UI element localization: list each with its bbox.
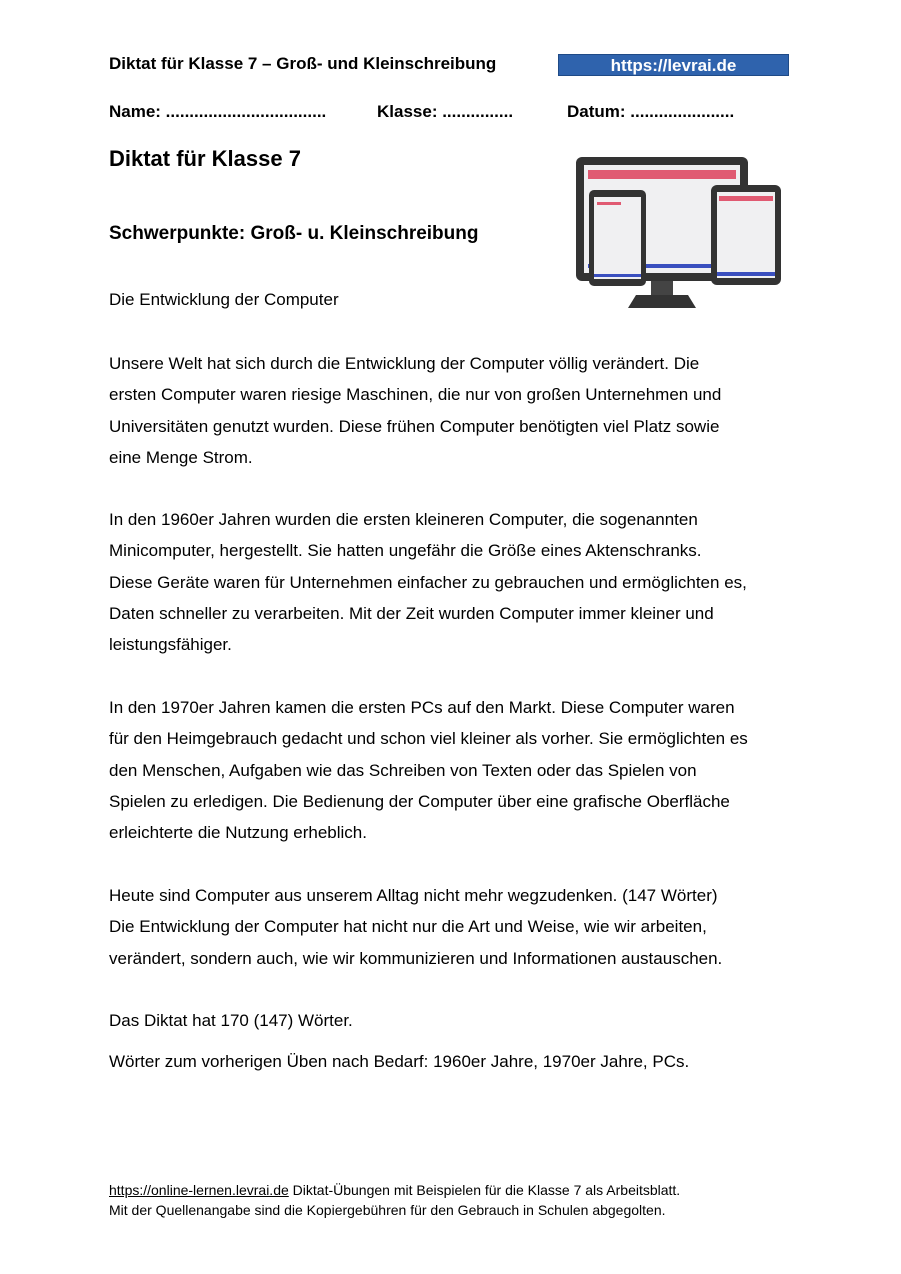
text-line: Universitäten genutzt wurden. Diese frühen Computer benötigten viel Platz sowie [109,416,720,436]
text-line: ersten Computer waren riesige Maschinen, die nur von großen Unternehmen und [109,385,722,405]
focus-heading: Schwerpunkte: Groß- u. Kleinschreibung [109,223,479,244]
header-title: Diktat für Klasse 7 – Groß- und Kleinschreibung [109,54,497,73]
practice-words-note: Wörter zum vorherigen Üben nach Bedarf: 1960er Jahre, 1970er Jahre, PCs. [109,1052,690,1071]
text-line: In den 1970er Jahren kamen die ersten PCs auf den Markt. Diese Computer waren [109,698,735,717]
text-line: eine Menge Strom. [109,447,253,467]
text-line: leistungsfähiger. [109,635,232,655]
text-line: Die Entwicklung der Computer hat nicht nur die Art und Weise, wie wir arbeiten, [109,917,707,937]
name-field-label: Name: .................................. [109,102,327,121]
text-line: Spielen zu erledigen. Die Bedienung der Computer über eine grafische Oberfläche [109,791,730,811]
paragraph-3 [109,692,809,848]
footer-line-1 [109,1182,680,1198]
paragraph-1 [109,348,809,473]
text-line: Diese Geräte waren für Unternehmen einfacher zu gebrauchen und ermöglichten es, [109,572,747,592]
footer-description: Diktat-Übungen mit Beispielen für die Klasse 7 als Arbeitsblatt. [288,1182,681,1198]
text-line: verändert, sondern auch, wie wir kommunizieren und Informationen austauschen. [109,948,723,968]
text-line: den Menschen, Aufgaben wie das Schreiben von Texten oder das Spielen von [109,760,697,780]
page-title: Diktat für Klasse 7 [109,146,301,171]
devices-icon [566,152,788,320]
text-line: für den Heimgebrauch gedacht und schon viel kleiner als vorher. Sie ermöglichten es [109,729,748,749]
text-line: Daten schneller zu verarbeiten. Mit der Zeit wurden Computer immer kleiner und [109,603,714,623]
text-line: Unsere Welt hat sich durch die Entwicklung der Computer völlig verändert. Die [109,354,700,373]
text-line: In den 1960er Jahren wurden die ersten kleineren Computer, die sogenannten [109,510,698,529]
date-field-label: Datum: ...................... [567,102,735,121]
dictation-subtitle: Die Entwicklung der Computer [109,290,339,309]
word-count-note: Das Diktat hat 170 (147) Wörter. [109,1011,353,1030]
site-url-badge[interactable]: https://levrai.de [558,54,789,76]
footer-line-2: Mit der Quellenangabe sind die Kopiergebühren für den Gebrauch in Schulen abgegolten. [109,1202,666,1218]
text-line: erleichterte die Nutzung erheblich. [109,823,367,843]
paragraph-2 [109,504,809,660]
text-line: Minicomputer, hergestellt. Sie hatten ungefähr die Größe eines Aktenschranks. [109,541,702,561]
footer-link[interactable]: https://online-lernen.levrai.de [109,1182,289,1198]
class-field-label: Klasse: ............... [377,102,514,121]
paragraph-4 [109,880,809,974]
text-line: Heute sind Computer aus unserem Alltag nicht mehr wegzudenken. (147 Wörter) [109,886,718,905]
